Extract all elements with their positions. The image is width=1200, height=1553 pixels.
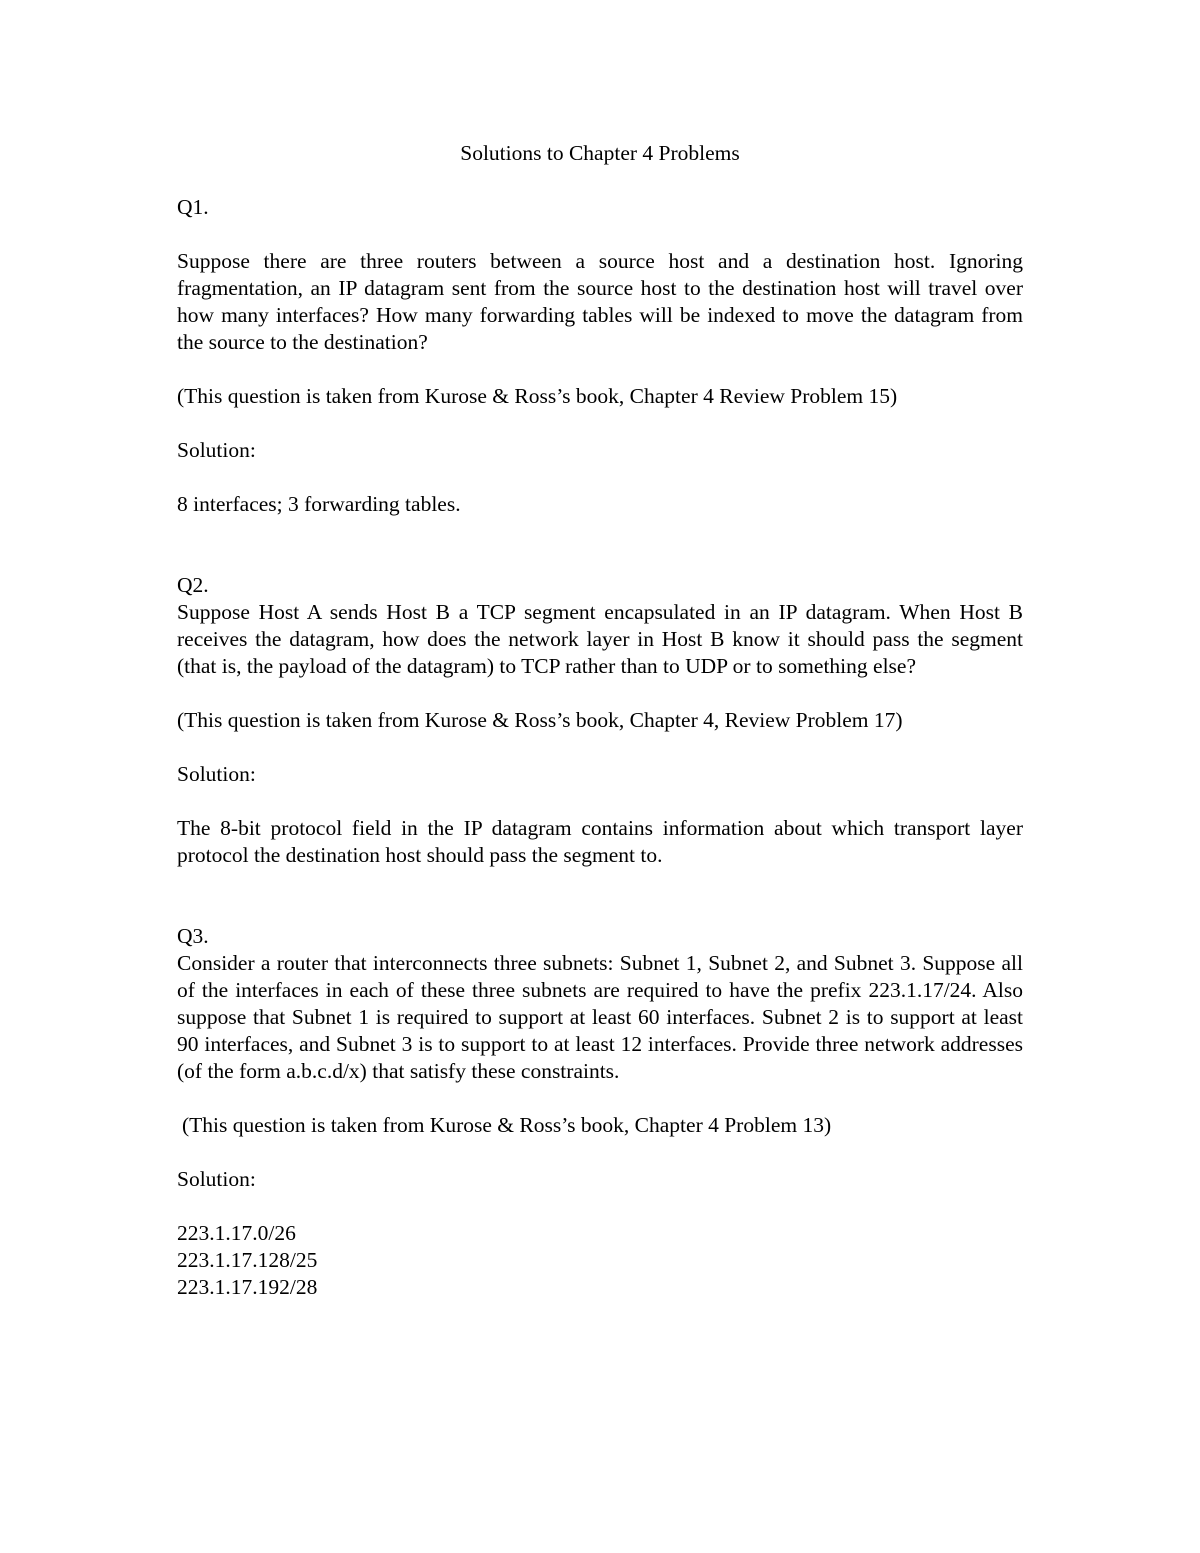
solution-label: Solution: — [177, 762, 256, 786]
question-text: Consider a router that interconnects three subnets: Subnet 1, Subnet 2, and Subnet 3. Suppose all of the interfaces in each of these three subnets are required to have the prefix 223.1.17/24. Also suppose that Subnet 1 is required to support at least 60 interfaces. Subnet 2 is to support at least 90 interfaces, and Subnet 3 is to support to at least 12 interfaces. Provide three network addresses (of the form a.b.c.d/x) that satisfy these constraints. — [177, 951, 1023, 1083]
question-text: Suppose there are three routers between a source host and a destination host. Ignoring fragmentation, an IP datagram sent from the source host to the destination host will travel over how many interfaces? How many forwarding tables will be indexed to move the datagram from the source to the destination? — [177, 249, 1023, 354]
question-source: (This question is taken from Kurose & Ross’s book, Chapter 4 Problem 13) — [182, 1113, 832, 1137]
solution-label: Solution: — [177, 438, 256, 462]
question-3 — [177, 923, 1023, 1301]
document-title: Solutions to Chapter 4 Problems — [460, 141, 740, 165]
solution-answer: 8 interfaces; 3 forwarding tables. — [177, 492, 461, 516]
question-text: Suppose Host A sends Host B a TCP segment encapsulated in an IP datagram. When Host B receives the datagram, how does the network layer in Host B know it should pass the segment (that is, the payload of the datagram) to TCP rather than to UDP or to something else? — [177, 600, 1023, 678]
document-body — [177, 140, 1023, 1301]
solution-address-3: 223.1.17.192/28 — [177, 1275, 318, 1299]
solution-answer: The 8-bit protocol field in the IP datagram contains information about which transport layer protocol the destination host should pass the segment to. — [177, 816, 1023, 867]
question-label: Q1. — [177, 195, 209, 219]
question-source: (This question is taken from Kurose & Ross’s book, Chapter 4, Review Problem 17) — [177, 708, 903, 732]
question-1 — [177, 194, 1023, 518]
question-2 — [177, 572, 1023, 869]
solution-address-1: 223.1.17.0/26 — [177, 1221, 296, 1245]
question-label: Q3. — [177, 924, 209, 948]
question-source: (This question is taken from Kurose & Ross’s book, Chapter 4 Review Problem 15) — [177, 384, 898, 408]
solution-label: Solution: — [177, 1167, 256, 1191]
question-label: Q2. — [177, 573, 209, 597]
solution-address-2: 223.1.17.128/25 — [177, 1248, 318, 1272]
